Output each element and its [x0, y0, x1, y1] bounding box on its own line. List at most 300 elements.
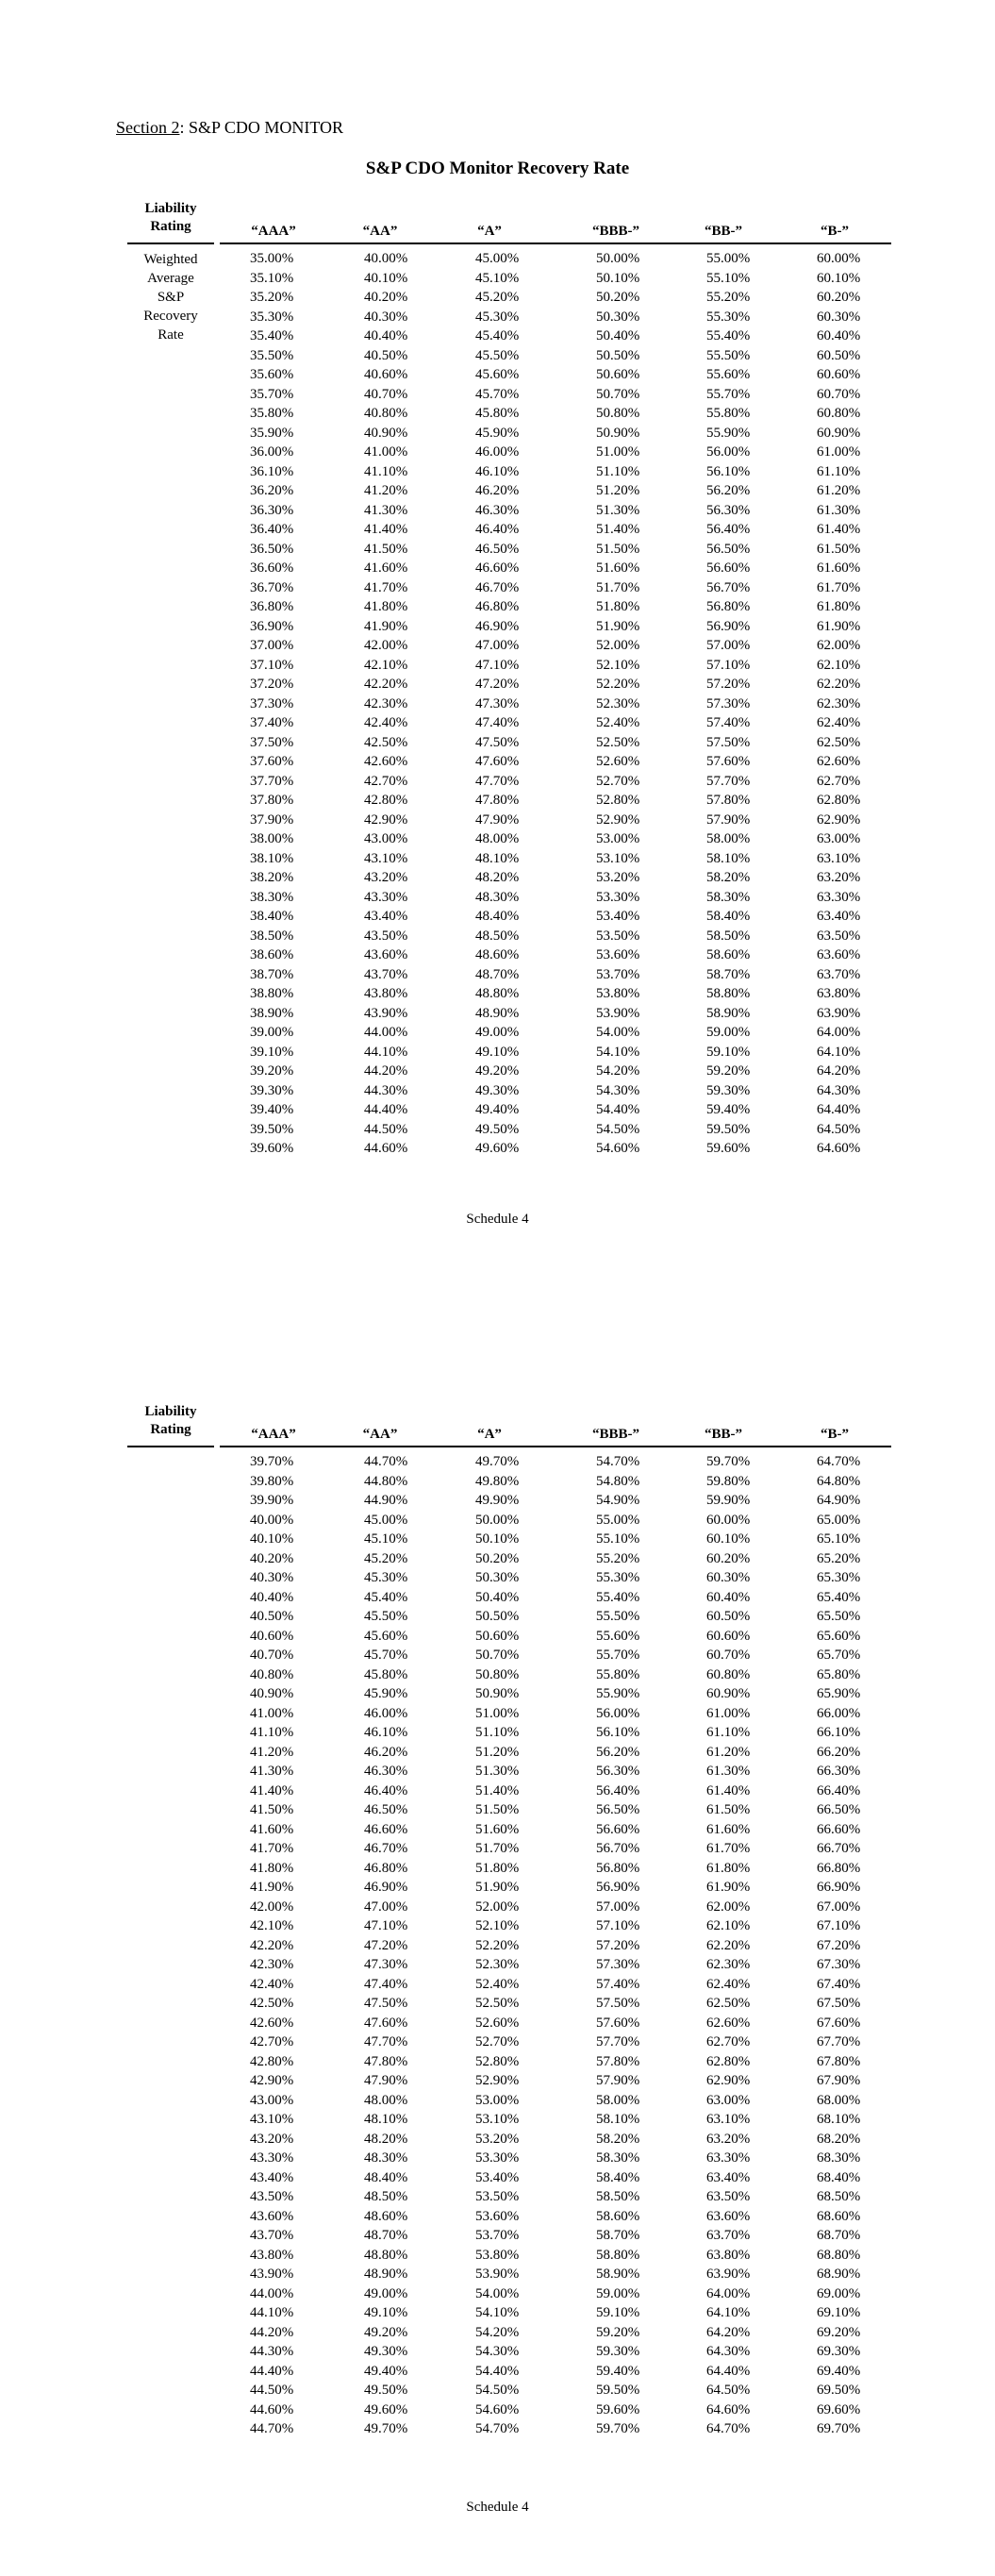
cell-b-minus: 69.00% [817, 2285, 861, 2301]
cell-b-minus: 67.20% [817, 1937, 861, 1953]
cell-aa: 46.50% [364, 1802, 408, 1817]
cell-aaa: 39.50% [250, 1121, 294, 1137]
cell-a: 45.20% [475, 290, 520, 305]
cell-aaa: 43.60% [250, 2208, 294, 2224]
cell-a: 51.60% [475, 1821, 520, 1837]
cell-aaa: 42.90% [250, 2073, 294, 2088]
cell-aaa: 44.50% [250, 2383, 294, 2398]
cell-bb-minus: 57.50% [706, 734, 751, 750]
table-row [0, 308, 995, 327]
cell-bbb-minus: 58.50% [596, 2189, 640, 2204]
cell-bb-minus: 60.40% [706, 1589, 751, 1605]
cell-bbb-minus: 58.90% [596, 2267, 640, 2282]
cell-aaa: 41.00% [250, 1705, 294, 1721]
cell-bb-minus: 64.30% [706, 2344, 751, 2359]
cell-aa: 45.90% [364, 1686, 408, 1701]
table-row [0, 578, 995, 598]
cell-b-minus: 66.20% [817, 1744, 861, 1760]
cell-b-minus: 66.30% [817, 1764, 861, 1779]
cell-b-minus: 63.80% [817, 986, 861, 1001]
table-row [0, 597, 995, 617]
cell-aaa: 37.20% [250, 677, 294, 692]
cell-bb-minus: 63.70% [706, 2228, 751, 2243]
table-row [0, 1627, 995, 1647]
cell-aaa: 37.70% [250, 773, 294, 789]
cell-aa: 40.20% [364, 290, 408, 305]
cell-aaa: 37.80% [250, 793, 294, 808]
cell-a: 50.60% [475, 1628, 520, 1644]
cell-a: 49.10% [475, 1044, 520, 1060]
table-row [0, 1568, 995, 1588]
cell-b-minus: 69.10% [817, 2305, 861, 2320]
cell-aa: 44.00% [364, 1025, 408, 1040]
cell-aa: 47.10% [364, 1918, 408, 1933]
cell-bb-minus: 59.40% [706, 1102, 751, 1117]
side-label-line-5: Rate [158, 327, 184, 343]
liability-header-line-1: Liability [144, 1404, 197, 1419]
cell-bbb-minus: 56.50% [596, 1802, 640, 1817]
cell-aa: 40.70% [364, 386, 408, 402]
table-row [0, 2342, 995, 2362]
cell-bbb-minus: 57.40% [596, 1976, 640, 1992]
cell-b-minus: 64.60% [817, 1141, 861, 1156]
recovery-rate-rows [0, 249, 995, 1159]
cell-b-minus: 67.10% [817, 1918, 861, 1933]
cell-bbb-minus: 52.40% [596, 715, 640, 730]
cell-bbb-minus: 53.20% [596, 870, 640, 885]
table-header [0, 1403, 995, 1448]
cell-bb-minus: 61.20% [706, 1744, 751, 1760]
col-header-b-minus: “B-” [821, 224, 849, 239]
cell-bbb-minus: 50.80% [596, 406, 640, 421]
cell-bb-minus: 59.00% [706, 1025, 751, 1040]
table-row [0, 1743, 995, 1763]
cell-b-minus: 66.60% [817, 1821, 861, 1837]
cell-aa: 48.10% [364, 2112, 408, 2127]
cell-bbb-minus: 53.80% [596, 986, 640, 1001]
cell-aa: 43.90% [364, 1005, 408, 1021]
cell-aaa: 35.50% [250, 347, 294, 363]
cell-bb-minus: 56.30% [706, 502, 751, 518]
cell-bbb-minus: 57.00% [596, 1899, 640, 1915]
cell-b-minus: 66.10% [817, 1725, 861, 1740]
cell-bbb-minus: 59.70% [596, 2421, 640, 2436]
table-row [0, 2323, 995, 2343]
cell-bb-minus: 59.60% [706, 1141, 751, 1156]
cell-b-minus: 61.80% [817, 599, 861, 614]
cell-bbb-minus: 59.10% [596, 2305, 640, 2320]
table-row [0, 733, 995, 753]
cell-a: 53.80% [475, 2247, 520, 2263]
cell-aa: 49.00% [364, 2285, 408, 2301]
cell-b-minus: 62.90% [817, 811, 861, 828]
cell-bbb-minus: 55.10% [596, 1531, 640, 1547]
table-row [0, 791, 995, 811]
cell-aa: 49.70% [364, 2421, 408, 2436]
table-row [0, 2052, 995, 2072]
cell-bbb-minus: 51.00% [596, 444, 640, 460]
page-footer: Schedule 4 [466, 2500, 529, 2515]
cell-aa: 42.90% [364, 811, 408, 828]
table-row [0, 1800, 995, 1820]
cell-b-minus: 67.50% [817, 1996, 861, 2011]
cell-bb-minus: 55.60% [706, 367, 751, 382]
cell-aaa: 36.20% [250, 483, 294, 498]
table-row [0, 1820, 995, 1840]
col-header-b-minus: “B-” [821, 1427, 849, 1442]
side-label-line-2: Average [147, 271, 194, 286]
table-row [0, 1491, 995, 1511]
cell-bb-minus: 63.30% [706, 2150, 751, 2166]
cell-a: 46.30% [475, 502, 520, 518]
cell-aaa: 40.90% [250, 1686, 294, 1701]
cell-a: 50.00% [475, 1512, 520, 1528]
cell-aaa: 44.00% [250, 2285, 294, 2301]
cell-bbb-minus: 57.20% [596, 1937, 640, 1953]
cell-a: 46.90% [475, 618, 520, 634]
cell-a: 50.70% [475, 1648, 520, 1663]
cell-bbb-minus: 56.90% [596, 1880, 640, 1895]
cell-b-minus: 64.20% [817, 1063, 861, 1079]
cell-bb-minus: 59.90% [706, 1493, 751, 1508]
cell-b-minus: 61.30% [817, 502, 861, 518]
cell-bbb-minus: 52.90% [596, 811, 640, 828]
section-name: S&P CDO MONITOR [189, 118, 344, 137]
cell-a: 50.90% [475, 1686, 520, 1701]
cell-b-minus: 61.60% [817, 560, 861, 576]
table-row [0, 772, 995, 792]
cell-bbb-minus: 58.10% [596, 2112, 640, 2127]
table-row [0, 2071, 995, 2091]
cell-aaa: 36.40% [250, 522, 294, 537]
cell-a: 49.60% [475, 1141, 520, 1156]
cell-bb-minus: 62.70% [706, 2034, 751, 2049]
cell-bb-minus: 55.20% [706, 290, 751, 305]
cell-b-minus: 69.20% [817, 2324, 861, 2340]
cell-bb-minus: 55.80% [706, 406, 751, 421]
table-row [0, 1975, 995, 1995]
cell-aaa: 37.60% [250, 754, 294, 769]
cell-aa: 48.40% [364, 2169, 408, 2185]
cell-b-minus: 62.50% [817, 734, 861, 750]
table-row [0, 1530, 995, 1549]
table-row [0, 713, 995, 733]
cell-bb-minus: 58.30% [706, 889, 751, 905]
cell-aa: 42.20% [364, 677, 408, 692]
cell-bbb-minus: 57.10% [596, 1918, 640, 1933]
cell-a: 54.10% [475, 2305, 520, 2320]
cell-bbb-minus: 55.90% [596, 1686, 640, 1701]
cell-b-minus: 64.80% [817, 1473, 861, 1489]
cell-bb-minus: 64.60% [706, 2401, 751, 2417]
cell-bb-minus: 56.60% [706, 560, 751, 576]
cell-aaa: 44.30% [250, 2344, 294, 2359]
cell-a: 54.30% [475, 2344, 520, 2359]
table-row [0, 1878, 995, 1898]
table-row [0, 1936, 995, 1956]
cell-b-minus: 61.50% [817, 541, 861, 557]
cell-bb-minus: 59.30% [706, 1082, 751, 1098]
table-row [0, 2032, 995, 2052]
cell-aa: 40.00% [364, 251, 408, 266]
cell-bbb-minus: 56.00% [596, 1705, 640, 1721]
table-row [0, 1684, 995, 1704]
cell-aa: 48.90% [364, 2267, 408, 2282]
cell-bbb-minus: 56.10% [596, 1725, 640, 1740]
cell-aaa: 35.90% [250, 425, 294, 441]
cell-aaa: 40.10% [250, 1531, 294, 1547]
cell-aaa: 43.10% [250, 2112, 294, 2127]
cell-b-minus: 68.00% [817, 2092, 861, 2108]
cell-bb-minus: 56.10% [706, 463, 751, 479]
table-row [0, 2362, 995, 2382]
cell-aa: 41.70% [364, 579, 408, 595]
col-header-bbb-minus: “BBB-” [591, 1427, 639, 1442]
cell-b-minus: 67.90% [817, 2073, 861, 2088]
cell-bb-minus: 55.40% [706, 328, 751, 343]
cell-b-minus: 60.50% [817, 347, 861, 363]
cell-aa: 48.70% [364, 2228, 408, 2243]
cell-aa: 42.80% [364, 793, 408, 808]
table-row [0, 945, 995, 965]
cell-b-minus: 69.50% [817, 2383, 861, 2398]
cell-aaa: 38.90% [250, 1005, 294, 1021]
cell-aaa: 38.80% [250, 986, 294, 1001]
cell-aaa: 40.70% [250, 1648, 294, 1663]
cell-a: 47.10% [475, 657, 520, 673]
table-row [0, 1588, 995, 1608]
cell-b-minus: 62.80% [817, 793, 861, 808]
cell-bbb-minus: 51.70% [596, 579, 640, 595]
col-header-a: “A” [477, 1427, 502, 1442]
cell-b-minus: 68.80% [817, 2247, 861, 2263]
table-row [0, 675, 995, 694]
cell-bb-minus: 56.80% [706, 599, 751, 614]
table-row [0, 1898, 995, 1917]
cell-aa: 46.60% [364, 1821, 408, 1837]
header-rule-left [127, 243, 214, 244]
cell-a: 49.20% [475, 1063, 520, 1079]
cell-a: 46.00% [475, 444, 520, 460]
cell-bbb-minus: 53.70% [596, 966, 640, 982]
cell-a: 50.40% [475, 1589, 520, 1605]
cell-bb-minus: 63.40% [706, 2169, 751, 2185]
cell-aaa: 43.80% [250, 2247, 294, 2263]
cell-bbb-minus: 59.60% [596, 2401, 640, 2417]
cell-aa: 44.70% [364, 1454, 408, 1469]
cell-a: 52.30% [475, 1957, 520, 1972]
cell-bb-minus: 63.20% [706, 2131, 751, 2147]
cell-aaa: 35.10% [250, 270, 294, 286]
cell-a: 52.00% [475, 1899, 520, 1915]
cell-bbb-minus: 58.70% [596, 2228, 640, 2243]
cell-b-minus: 65.20% [817, 1550, 861, 1566]
table-row [0, 1781, 995, 1801]
cell-b-minus: 63.10% [817, 850, 861, 866]
table-row [0, 424, 995, 443]
cell-aaa: 42.60% [250, 2015, 294, 2031]
cell-aa: 47.60% [364, 2015, 408, 2031]
cell-bbb-minus: 53.00% [596, 831, 640, 846]
cell-aa: 42.70% [364, 773, 408, 789]
cell-aa: 46.10% [364, 1725, 408, 1740]
cell-bbb-minus: 52.50% [596, 734, 640, 750]
table-row [0, 1859, 995, 1879]
cell-aaa: 44.40% [250, 2363, 294, 2379]
table-title: S&P CDO Monitor Recovery Rate [365, 159, 630, 178]
cell-bbb-minus: 57.80% [596, 2053, 640, 2069]
cell-aa: 41.90% [364, 618, 408, 634]
table-row [0, 540, 995, 560]
cell-a: 51.90% [475, 1880, 520, 1895]
cell-bb-minus: 60.10% [706, 1531, 751, 1547]
cell-bbb-minus: 56.30% [596, 1764, 640, 1779]
cell-aaa: 43.20% [250, 2131, 294, 2147]
header-rule-right [220, 243, 891, 244]
cell-aa: 40.60% [364, 367, 408, 382]
cell-bb-minus: 59.70% [706, 1454, 751, 1469]
cell-b-minus: 64.70% [817, 1454, 861, 1469]
cell-bbb-minus: 52.70% [596, 773, 640, 789]
cell-b-minus: 63.50% [817, 928, 861, 944]
col-header-aa: “AA” [362, 224, 398, 239]
cell-a: 52.40% [475, 1976, 520, 1992]
cell-bb-minus: 60.30% [706, 1570, 751, 1585]
cell-aa: 49.20% [364, 2324, 408, 2340]
cell-bb-minus: 60.60% [706, 1628, 751, 1644]
cell-aaa: 39.00% [250, 1025, 294, 1040]
cell-bbb-minus: 56.70% [596, 1841, 640, 1856]
cell-bbb-minus: 53.10% [596, 850, 640, 866]
cell-bb-minus: 64.00% [706, 2285, 751, 2301]
cell-bb-minus: 58.70% [706, 966, 751, 982]
cell-bbb-minus: 57.50% [596, 1996, 640, 2011]
cell-bb-minus: 62.50% [706, 1996, 751, 2011]
cell-aa: 47.50% [364, 1996, 408, 2011]
cell-bbb-minus: 50.70% [596, 386, 640, 402]
cell-a: 46.70% [475, 579, 520, 595]
table-row [0, 2303, 995, 2323]
cell-bb-minus: 62.80% [706, 2053, 751, 2069]
cell-b-minus: 68.10% [817, 2112, 861, 2127]
cell-a: 47.50% [475, 734, 520, 750]
cell-aa: 43.50% [364, 928, 408, 944]
cell-bb-minus: 58.20% [706, 870, 751, 885]
cell-a: 47.20% [475, 677, 520, 692]
cell-bbb-minus: 52.60% [596, 754, 640, 769]
cell-bb-minus: 63.50% [706, 2189, 751, 2204]
cell-bbb-minus: 54.10% [596, 1044, 640, 1060]
cell-aaa: 43.40% [250, 2169, 294, 2185]
cell-b-minus: 66.00% [817, 1705, 861, 1721]
cell-aa: 46.70% [364, 1841, 408, 1856]
cell-bb-minus: 57.30% [706, 695, 751, 711]
cell-bb-minus: 55.10% [706, 270, 751, 286]
cell-bbb-minus: 55.70% [596, 1648, 640, 1663]
cell-aa: 49.40% [364, 2363, 408, 2379]
table-row [0, 829, 995, 849]
table-row [0, 1139, 995, 1159]
table-row [0, 2207, 995, 2227]
cell-b-minus: 62.20% [817, 677, 861, 692]
cell-a: 50.10% [475, 1531, 520, 1547]
cell-a: 45.80% [475, 406, 520, 421]
table-row [0, 2400, 995, 2420]
cell-b-minus: 66.70% [817, 1841, 861, 1856]
cell-b-minus: 68.40% [817, 2169, 861, 2185]
cell-b-minus: 61.10% [817, 463, 861, 479]
cell-aa: 43.30% [364, 889, 408, 905]
table-row [0, 1062, 995, 1081]
cell-aaa: 43.70% [250, 2228, 294, 2243]
cell-bbb-minus: 55.80% [596, 1666, 640, 1682]
cell-a: 45.60% [475, 367, 520, 382]
cell-aa: 43.20% [364, 870, 408, 885]
cell-aa: 44.80% [364, 1473, 408, 1489]
cell-bb-minus: 59.80% [706, 1473, 751, 1489]
cell-a: 53.10% [475, 2112, 520, 2127]
table-row [0, 694, 995, 714]
table-row [0, 1452, 995, 1472]
cell-bb-minus: 61.80% [706, 1860, 751, 1876]
cell-a: 47.40% [475, 715, 520, 730]
cell-bb-minus: 56.40% [706, 522, 751, 537]
cell-a: 49.30% [475, 1082, 520, 1098]
table-row [0, 2168, 995, 2188]
cell-bbb-minus: 58.80% [596, 2247, 640, 2263]
cell-bbb-minus: 54.00% [596, 1025, 640, 1040]
cell-bb-minus: 61.10% [706, 1725, 751, 1740]
cell-aa: 45.70% [364, 1648, 408, 1663]
cell-a: 48.30% [475, 889, 520, 905]
cell-bb-minus: 63.90% [706, 2267, 751, 2282]
cell-aaa: 36.80% [250, 599, 294, 614]
page-footer: Schedule 4 [466, 1212, 529, 1227]
cell-a: 45.10% [475, 270, 520, 286]
table-row [0, 443, 995, 462]
table-row [0, 1511, 995, 1531]
cell-bbb-minus: 52.80% [596, 793, 640, 808]
cell-aa: 46.40% [364, 1782, 408, 1798]
cell-b-minus: 60.10% [817, 270, 861, 286]
cell-bb-minus: 57.00% [706, 638, 751, 653]
header-rule-right [220, 1446, 891, 1447]
cell-aaa: 35.20% [250, 290, 294, 305]
cell-aaa: 40.60% [250, 1628, 294, 1644]
cell-aaa: 42.50% [250, 1996, 294, 2011]
cell-a: 49.50% [475, 1121, 520, 1137]
cell-aa: 49.30% [364, 2344, 408, 2359]
table-row [0, 2110, 995, 2130]
cell-aaa: 38.20% [250, 870, 294, 885]
cell-bb-minus: 57.80% [706, 793, 751, 808]
cell-a: 54.70% [475, 2421, 520, 2436]
cell-bbb-minus: 51.10% [596, 463, 640, 479]
cell-bbb-minus: 52.00% [596, 638, 640, 653]
cell-bb-minus: 61.30% [706, 1764, 751, 1779]
table-row [0, 1004, 995, 1024]
cell-aaa: 36.90% [250, 618, 294, 634]
table-row [0, 752, 995, 772]
cell-aaa: 35.30% [250, 309, 294, 325]
cell-bb-minus: 63.00% [706, 2092, 751, 2108]
cell-b-minus: 64.40% [817, 1102, 861, 1117]
cell-bb-minus: 64.70% [706, 2421, 751, 2436]
cell-a: 46.80% [475, 599, 520, 614]
cell-a: 46.50% [475, 541, 520, 557]
table-row [0, 2284, 995, 2304]
cell-bbb-minus: 52.20% [596, 677, 640, 692]
